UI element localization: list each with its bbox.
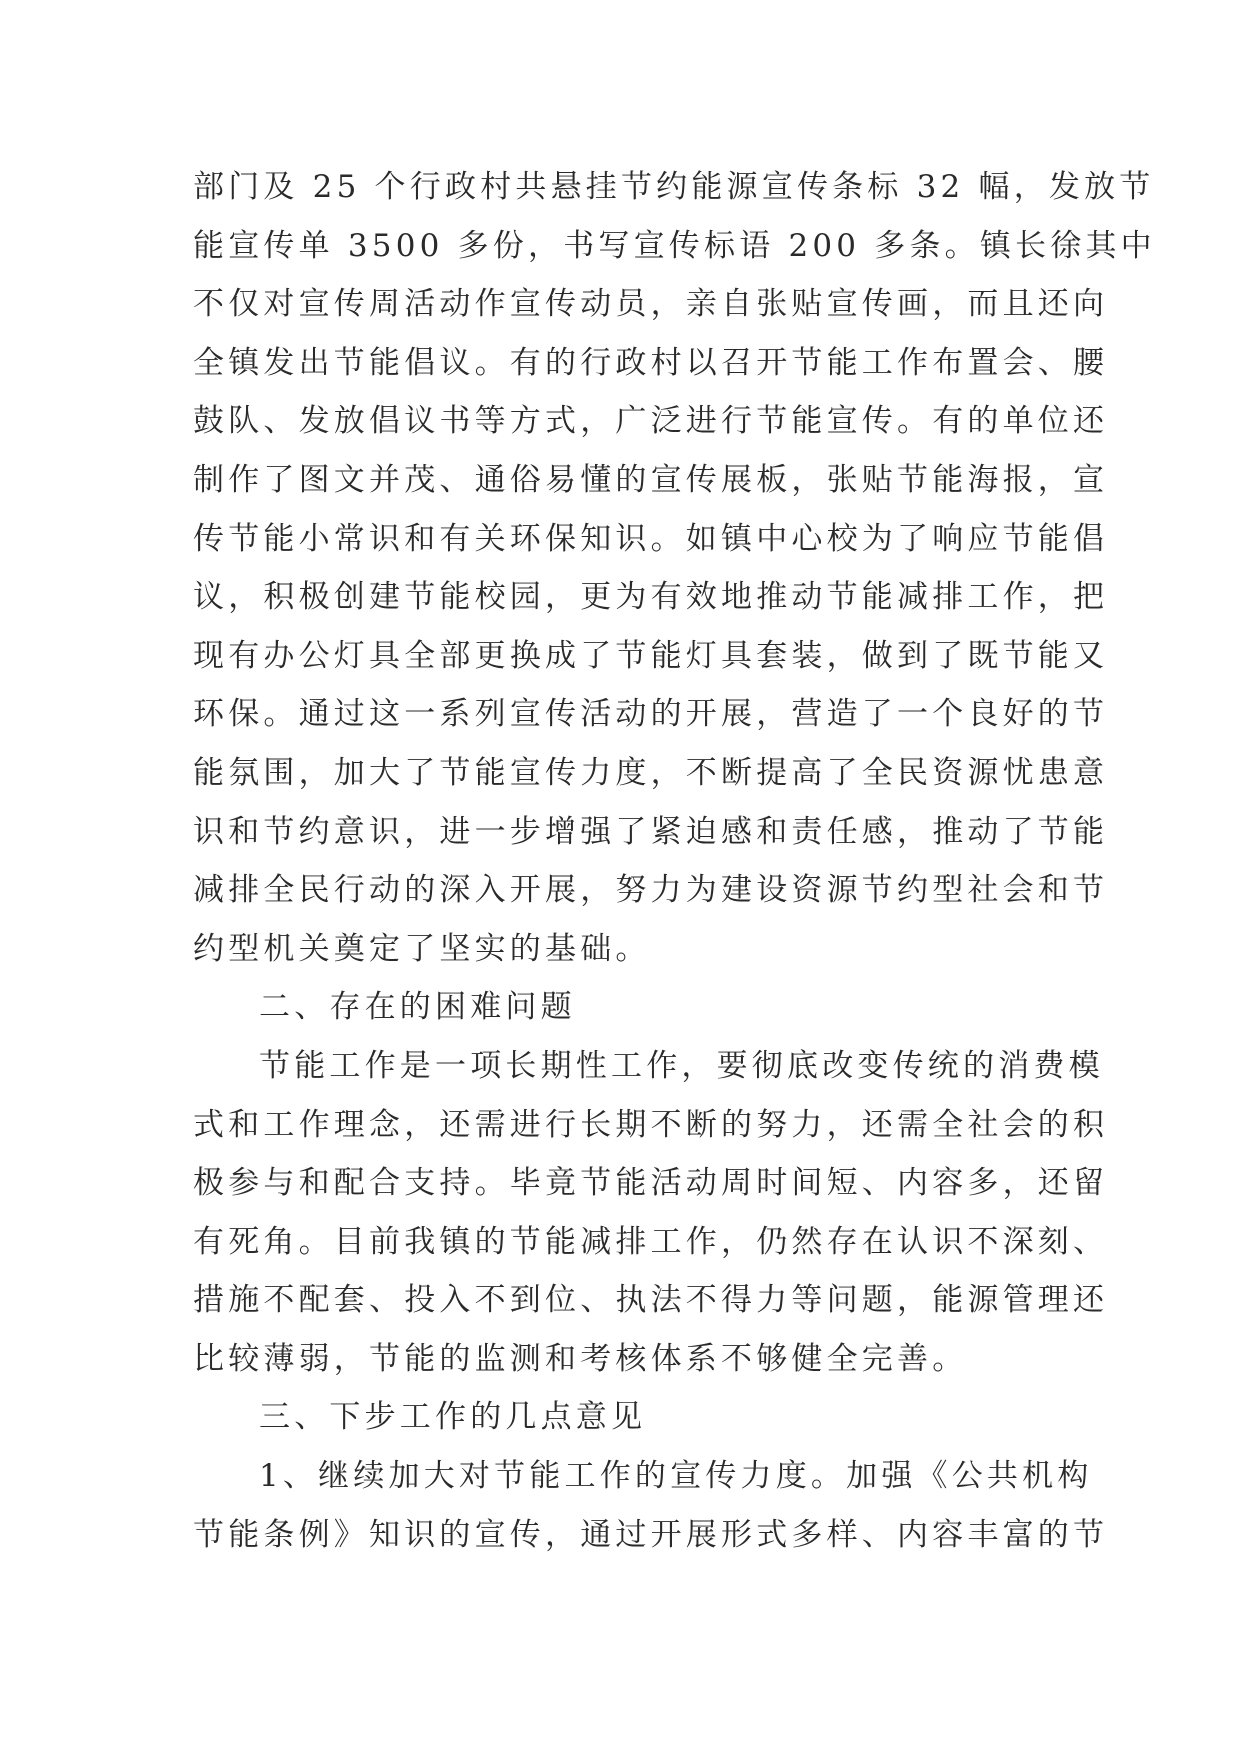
- text-line: 鼓队、发放倡议书等方式，广泛进行节能宣传。有的单位还: [193, 403, 1109, 440]
- paragraph-start-line: 节能工作是一项长期性工作，要彻底改变传统的消费模: [259, 1047, 1104, 1084]
- text-line: 不仅对宣传周活动作宣传动员，亲自张贴宣传画，而且还向: [193, 286, 1109, 323]
- text-line: 式和工作理念，还需进行长期不断的努力，还需全社会的积: [193, 1106, 1109, 1143]
- text-line: 措施不配套、投入不到位、执法不得力等问题，能源管理还: [193, 1282, 1109, 1319]
- paragraph-start-line: 1、继续加大对节能工作的宣传力度。加强《公共机构: [259, 1458, 1093, 1495]
- section-heading: 二、存在的困难问题: [259, 989, 576, 1026]
- text-line: 能氛围，加大了节能宣传力度，不断提高了全民资源忧患意: [193, 754, 1109, 791]
- text-line: 能宣传单 3500 多份，书写宣传标语 200 多条。镇长徐其中: [193, 227, 1156, 264]
- text-line: 比较薄弱，节能的监测和考核体系不够健全完善。: [193, 1340, 968, 1377]
- text-line: 识和节约意识，进一步增强了紧迫感和责任感，推动了节能: [193, 813, 1109, 850]
- text-line: 环保。通过这一系列宣传活动的开展，营造了一个良好的节: [193, 696, 1109, 733]
- text-line: 约型机关奠定了坚实的基础。: [193, 930, 651, 967]
- text-line: 减排全民行动的深入开展，努力为建设资源节约型社会和节: [193, 872, 1109, 909]
- text-line: 极参与和配合支持。毕竟节能活动周时间短、内容多，还留: [193, 1165, 1109, 1202]
- text-line: 制作了图文并茂、通俗易懂的宣传展板，张贴节能海报，宣: [193, 461, 1109, 498]
- text-line: 传节能小常识和有关环保知识。如镇中心校为了响应节能倡: [193, 520, 1109, 557]
- text-line: 全镇发出节能倡议。有的行政村以召开节能工作布置会、腰: [193, 344, 1109, 381]
- text-line: 议，积极创建节能校园，更为有效地推动节能减排工作，把: [193, 579, 1109, 616]
- text-line: 节能条例》知识的宣传，通过开展形式多样、内容丰富的节: [193, 1516, 1109, 1553]
- text-line: 部门及 25 个行政村共悬挂节约能源宣传条标 32 幅，发放节: [193, 169, 1155, 205]
- document-body: [193, 158, 1156, 1564]
- section-heading: 三、下步工作的几点意见: [259, 1399, 647, 1436]
- text-line: 有死角。目前我镇的节能减排工作，仍然存在认识不深刻、: [193, 1223, 1109, 1260]
- text-line: 现有办公灯具全部更换成了节能灯具套装，做到了既节能又: [193, 637, 1109, 674]
